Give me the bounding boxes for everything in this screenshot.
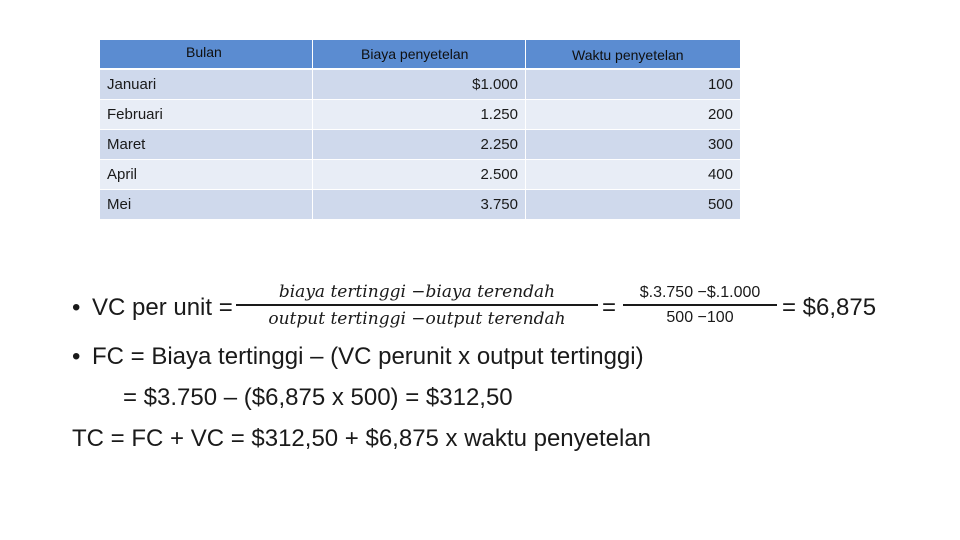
cell-waktu: 300 (526, 130, 740, 159)
equals-sign: = (602, 294, 617, 321)
tc-formula: TC = FC + VC = $312,50 + $6,875 x waktu penyetelan (72, 425, 652, 452)
table-row (100, 130, 740, 159)
bullet-icon: • (72, 343, 81, 370)
cell-biaya: 3.750 (313, 190, 525, 219)
cell-bulan: Mei (100, 190, 312, 219)
header-biaya-penyetelan: Biaya penyetelan (313, 40, 525, 68)
cell-biaya: $1.000 (313, 70, 525, 99)
fraction-bar (623, 304, 777, 306)
cell-biaya: 2.500 (313, 160, 525, 189)
table-row (100, 190, 740, 219)
cell-biaya: 1.250 (313, 100, 525, 129)
vc-values-numerator: $.3.750 −$.1.000 (639, 284, 761, 301)
vc-fraction-numerator: biaya tertinggi −biaya terendah (278, 282, 556, 302)
cell-waktu: 200 (526, 100, 740, 129)
fc-formula-text: FC = Biaya tertinggi – (VC perunit x output tertinggi) (92, 343, 644, 370)
cell-bulan: Februari (100, 100, 312, 129)
table-row (100, 70, 740, 99)
cell-waktu: 500 (526, 190, 740, 219)
table-header-row (100, 40, 740, 68)
table-row (100, 160, 740, 189)
vc-fraction-denominator: output tertinggi −output terendah (268, 308, 566, 329)
header-bulan: Bulan (100, 40, 312, 68)
cell-bulan: April (100, 160, 312, 189)
cost-table (100, 40, 740, 220)
header-waktu-penyetelan: Waktu penyetelan (526, 40, 740, 68)
fc-formula-line (72, 343, 644, 371)
vc-formula-line (72, 294, 233, 322)
vc-label: VC per unit = (92, 294, 233, 321)
vc-values-denominator: 500 −100 (666, 308, 734, 326)
vc-fraction-values (623, 284, 777, 327)
cell-waktu: 100 (526, 70, 740, 99)
fc-calculation: = $3.750 – ($6,875 x 500) = $312,50 (123, 384, 513, 411)
bullet-icon: • (72, 294, 81, 321)
cell-bulan: Januari (100, 70, 312, 99)
table-row (100, 100, 740, 129)
fraction-bar (236, 304, 598, 306)
cell-biaya: 2.250 (313, 130, 525, 159)
vc-fraction-formula (236, 282, 598, 329)
cell-bulan: Maret (100, 130, 312, 159)
vc-result: = $6,875 (782, 294, 877, 321)
cell-waktu: 400 (526, 160, 740, 189)
